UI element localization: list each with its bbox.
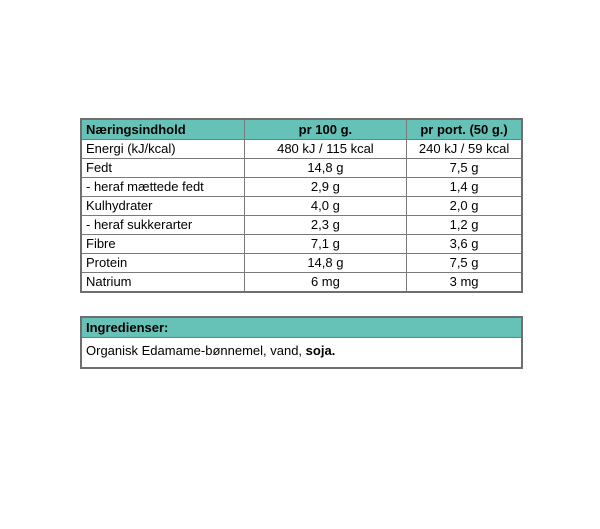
nutrition-header-row [82,120,522,140]
table-row [82,216,522,235]
table-row [82,235,522,254]
row-per-100g: 14,8 g [244,159,406,178]
row-per-100g: 2,3 g [244,216,406,235]
table-row [82,140,522,159]
header-per-portion: pr port. (50 g.) [407,120,522,140]
row-label: - heraf mættede fedt [82,178,245,197]
allergen-soja: soja [305,343,332,358]
row-per-100g: 480 kJ / 115 kcal [244,140,406,159]
ingredients-row [82,338,522,368]
row-per-100g: 14,8 g [244,254,406,273]
row-per-100g: 2,9 g [244,178,406,197]
row-label: Energi (kJ/kcal) [82,140,245,159]
row-label: Protein [82,254,245,273]
table-row [82,254,522,273]
row-label: Kulhydrater [82,197,245,216]
ingredients-header: Ingredienser: [82,318,522,338]
table-row [82,178,522,197]
ingredients-table [81,317,522,368]
row-per-portion: 7,5 g [407,159,522,178]
row-label: - heraf sukkerarter [82,216,245,235]
row-label: Fibre [82,235,245,254]
nutrition-table [81,119,522,292]
ingredients-end: . [331,343,336,358]
ingredients-text [82,338,522,368]
row-per-portion: 3 mg [407,273,522,292]
ingredients-header-row [82,318,522,338]
row-per-portion: 3,6 g [407,235,522,254]
table-row [82,159,522,178]
row-per-100g: 4,0 g [244,197,406,216]
row-label: Fedt [82,159,245,178]
row-per-100g: 6 mg [244,273,406,292]
ingredients-plain: Organisk Edamame-bønnemel, vand, [86,343,306,358]
row-per-portion: 240 kJ / 59 kcal [407,140,522,159]
header-nutrient: Næringsindhold [82,120,245,140]
table-row [82,273,522,292]
header-per-100g: pr 100 g. [244,120,406,140]
row-per-100g: 7,1 g [244,235,406,254]
row-label: Natrium [82,273,245,292]
row-per-portion: 1,4 g [407,178,522,197]
row-per-portion: 2,0 g [407,197,522,216]
row-per-portion: 7,5 g [407,254,522,273]
row-per-portion: 1,2 g [407,216,522,235]
table-row [82,197,522,216]
